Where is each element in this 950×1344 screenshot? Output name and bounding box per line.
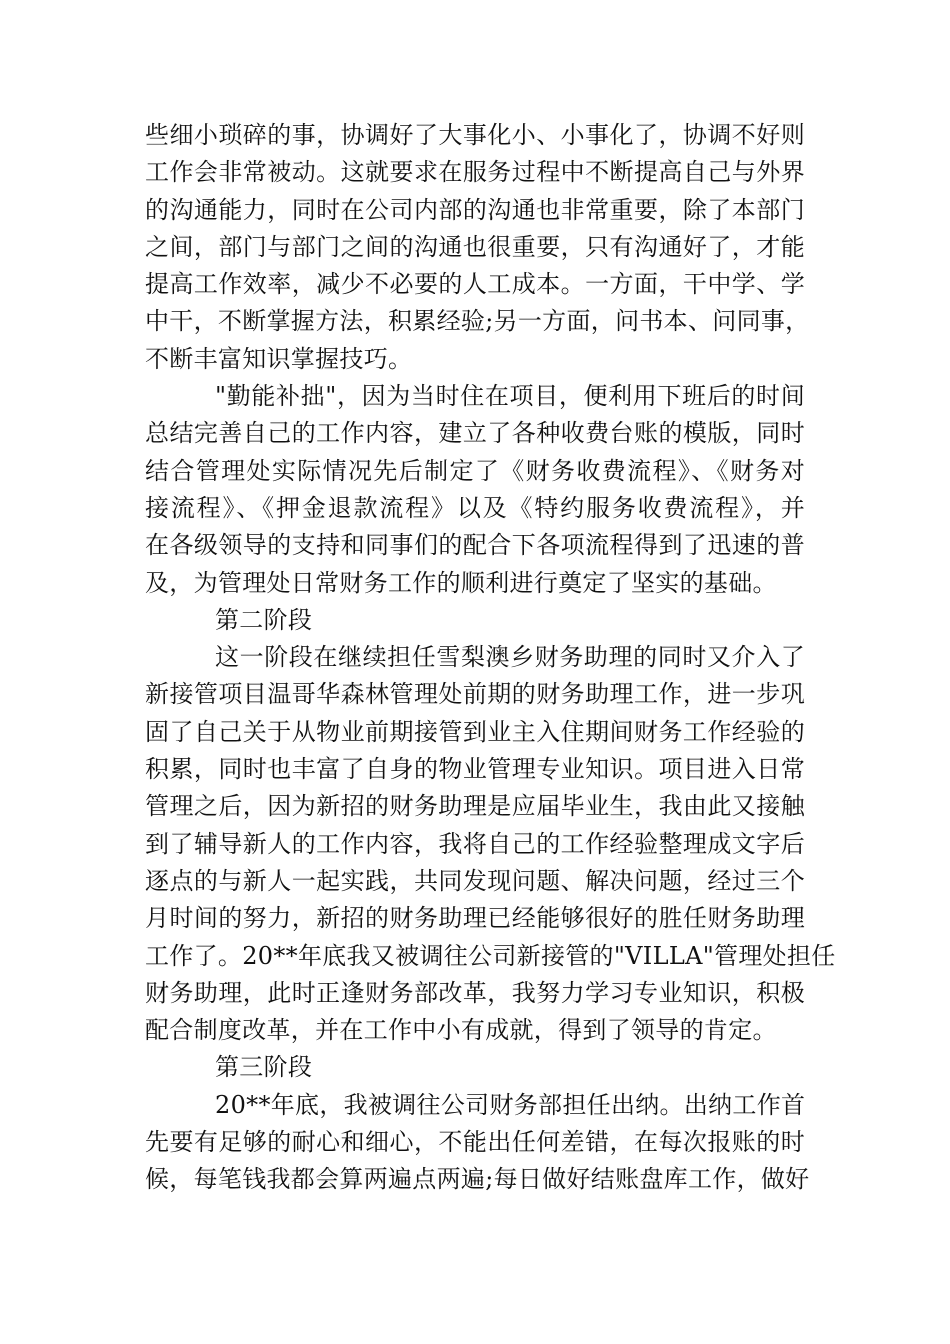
- text-line: 接流程》、《押金退款流程》以及《特约服务收费流程》，并: [145, 493, 805, 522]
- text-line: 在各级领导的支持和同事们的配合下各项流程得到了迅速的普: [145, 531, 805, 560]
- text-line: 些细小琐碎的事，协调好了大事化小、小事化了，协调不好则: [145, 121, 805, 149]
- text-line: 总结完善自己的工作内容，建立了各种收费台账的模版，同时: [145, 419, 805, 448]
- paragraph-diligence: [145, 378, 805, 602]
- text-line: 逐点的与新人一起实践，共同发现问题、解决问题，经过三个: [145, 866, 805, 895]
- text-line: 工作会非常被动。这就要求在服务过程中不断提高自己与外界: [145, 158, 805, 187]
- text-line: 到了辅导新人的工作内容，我将自己的工作经验整理成文字后: [145, 829, 805, 858]
- text-line: "勤能补拙"，因为当时住在项目，便利用下班后的时间: [215, 382, 805, 411]
- text-line: 先要有足够的耐心和细心，不能出任何差错，在每次报账的时: [145, 1128, 805, 1157]
- text-line: 固了自己关于从物业前期接管到业主入住期间财务工作经验的: [145, 717, 805, 746]
- paragraph-stage-three: [145, 1087, 810, 1199]
- text-line: 工作了。20**年底我又被调往公司新接管的"VILLA"管理处担任: [145, 941, 836, 970]
- text-line: 之间，部门与部门之间的沟通也很重要，只有沟通好了，才能: [145, 232, 805, 261]
- text-line: 的沟通能力，同时在公司内部的沟通也非常重要，除了本部门: [145, 195, 805, 224]
- section-heading-stage-two: 第二阶段: [215, 605, 313, 634]
- section-heading-stage-three: 第三阶段: [215, 1053, 313, 1082]
- text-line: 不断丰富知识掌握技巧。: [145, 344, 413, 373]
- document-body: [145, 117, 836, 1199]
- text-line: 积累，同时也丰富了自身的物业管理专业知识。项目进入日常: [145, 755, 805, 784]
- text-line: 20**年底，我被调往公司财务部担任出纳。出纳工作首: [215, 1090, 806, 1119]
- text-line: 提高工作效率，减少不必要的人工成本。一方面，干中学、学: [145, 270, 805, 299]
- paragraph-communication: [145, 117, 810, 378]
- text-line: 及，为管理处日常财务工作的顺利进行奠定了坚实的基础。: [145, 568, 777, 597]
- text-line: 配合制度改革，并在工作中小有成就，得到了领导的肯定。: [145, 1016, 777, 1045]
- text-line: 财务助理，此时正逢财务部改革，我努力学习专业知识，积极: [145, 978, 805, 1007]
- text-line: 管理之后，因为新招的财务助理是应届毕业生，我由此又接触: [145, 792, 805, 821]
- text-line: 新接管项目温哥华森林管理处前期的财务助理工作，进一步巩: [145, 680, 805, 709]
- text-line: 结合管理处实际情况先后制定了《财务收费流程》、《财务对: [145, 456, 805, 485]
- text-line: 中干，不断掌握方法，积累经验;另一方面，问书本、问同事，: [145, 307, 810, 336]
- paragraph-stage-two: [145, 639, 836, 1049]
- text-line: 月时间的努力，新招的财务助理已经能够很好的胜任财务助理: [145, 904, 805, 933]
- text-line: 候，每笔钱我都会算两遍点两遍;每日做好结账盘库工作，做好: [145, 1165, 810, 1194]
- text-line: 这一阶段在继续担任雪梨澳乡财务助理的同时又介入了: [215, 643, 805, 672]
